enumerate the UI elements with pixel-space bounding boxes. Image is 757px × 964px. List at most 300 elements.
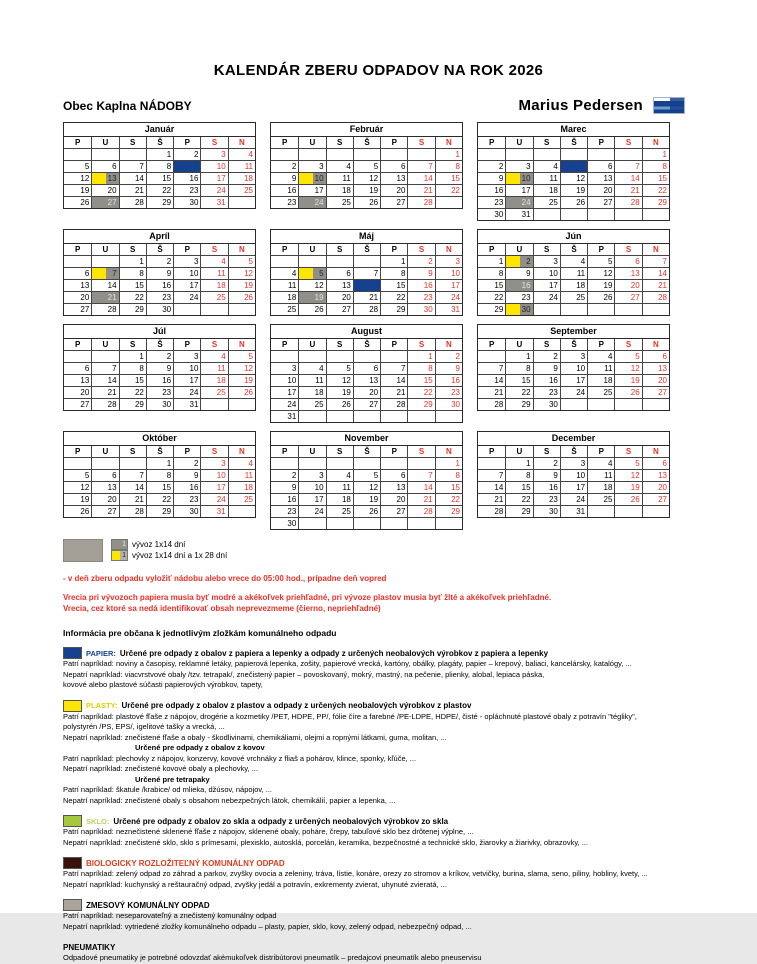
day-cell: 7 (91, 362, 118, 374)
day-cell: 18 (228, 172, 255, 184)
day-cell: 15 (119, 279, 146, 291)
empty-cell (326, 457, 353, 469)
day-cell: 17 (435, 279, 462, 291)
day-header: N (435, 137, 462, 148)
day-cell: 30 (146, 303, 173, 315)
empty-cell (200, 398, 227, 410)
day-cell: 13 (642, 362, 669, 374)
day-cell: 21 (478, 493, 505, 505)
day-cell: 29 (380, 303, 407, 315)
day-cell-mixed: 24 (505, 196, 532, 208)
day-cell: 17 (173, 374, 200, 386)
day-header: S (614, 244, 641, 255)
day-cell: 20 (91, 493, 118, 505)
empty-cell (478, 148, 505, 160)
day-cell: 29 (478, 303, 505, 315)
day-cell: 7 (478, 469, 505, 481)
day-cell: 15 (407, 374, 434, 386)
month-grid (271, 137, 462, 208)
day-cell-mixed: 27 (91, 196, 118, 208)
empty-cell (642, 303, 669, 315)
empty-cell (326, 517, 353, 529)
day-cell: 24 (298, 505, 325, 517)
empty-cell (119, 148, 146, 160)
day-header: P (587, 137, 614, 148)
day-cell: 30 (533, 505, 560, 517)
day-cell: 3 (533, 255, 560, 267)
day-cell: 10 (173, 267, 200, 279)
day-cell: 8 (435, 469, 462, 481)
day-cell: 17 (200, 481, 227, 493)
day-cell: 18 (533, 184, 560, 196)
empty-cell (271, 255, 298, 267)
section-text-line: Nepatrí napríklad: viacvrstvové obaly /tzv. tetrapak/, znečistený papier – povoskovaný, mokrý, mastný, na pečenie, plienky, alobal, lepiaca páska, (63, 669, 545, 679)
day-cell: 7 (119, 469, 146, 481)
day-cell: 26 (228, 291, 255, 303)
day-cell: 25 (533, 196, 560, 208)
day-cell: 13 (614, 267, 641, 279)
day-cell: 21 (119, 184, 146, 196)
day-cell: 16 (435, 374, 462, 386)
day-cell: 12 (560, 172, 587, 184)
section-text-line: Nepatrí napríklad: kuchynský a reštauračný odpad, zvyšky jedál a potravín, exkrementy zvierat, uhynuté zvieratá, ... (63, 879, 447, 889)
month-title: December (478, 432, 669, 446)
day-cell: 4 (587, 350, 614, 362)
legend-items (111, 539, 227, 561)
day-cell: 17 (298, 493, 325, 505)
day-cell: 1 (119, 350, 146, 362)
day-cell: 13 (91, 481, 118, 493)
day-cell: 1 (146, 457, 173, 469)
empty-cell (298, 148, 325, 160)
empty-cell (353, 517, 380, 529)
empty-cell (587, 208, 614, 220)
day-cell: 27 (380, 505, 407, 517)
day-cell-paper: 5 (560, 160, 587, 172)
empty-cell (380, 457, 407, 469)
info-heading: Informácia pre občana k jednotlivým zložkám komunálneho odpadu (63, 628, 337, 638)
day-cell: 28 (380, 398, 407, 410)
day-header: P (587, 339, 614, 350)
day-header: P (173, 446, 200, 457)
day-cell: 14 (407, 172, 434, 184)
empty-cell (505, 148, 532, 160)
day-cell: 4 (326, 160, 353, 172)
day-cell: 17 (533, 279, 560, 291)
day-cell: 27 (326, 303, 353, 315)
day-cell: 7 (642, 255, 669, 267)
day-cell: 20 (642, 481, 669, 493)
day-cell: 24 (560, 493, 587, 505)
legend-item-label: vývoz 1x14 dní a 1x 28 dní (132, 551, 228, 560)
day-cell: 11 (200, 267, 227, 279)
day-header: Š (560, 339, 587, 350)
day-header: P (488, 138, 495, 147)
day-cell: 20 (380, 184, 407, 196)
empty-cell (353, 457, 380, 469)
day-cell: 28 (478, 505, 505, 517)
day-header: N (228, 446, 255, 457)
day-header: P (281, 245, 288, 254)
day-cell: 5 (353, 469, 380, 481)
day-header: P (173, 137, 200, 148)
empty-cell (407, 148, 434, 160)
day-cell: 24 (533, 291, 560, 303)
day-cell-plastic_mixed: 7 (91, 267, 118, 279)
empty-cell (353, 410, 380, 422)
day-cell: 18 (228, 481, 255, 493)
day-header: P (380, 446, 407, 457)
empty-cell (380, 148, 407, 160)
day-header: S (614, 339, 641, 350)
day-cell: 3 (560, 457, 587, 469)
empty-cell (407, 457, 434, 469)
section-sklo (63, 815, 753, 848)
day-cell-paper: 9 (173, 160, 200, 172)
section-text-line: Patrí napríklad: škatule /krabice/ od mlieka, džúsov, nápojov, ... (63, 785, 272, 794)
day-cell: 12 (228, 362, 255, 374)
day-header: N (642, 244, 669, 255)
section-text-line: Nepatrí napríklad: znečistené kovové obaly a plechovky, ... (63, 764, 258, 773)
day-cell: 14 (642, 267, 669, 279)
day-cell: 3 (200, 148, 227, 160)
day-cell: 8 (505, 362, 532, 374)
day-cell: 26 (587, 291, 614, 303)
day-cell: 16 (533, 481, 560, 493)
day-cell: 14 (380, 374, 407, 386)
day-cell: 6 (91, 160, 118, 172)
month-grid (478, 446, 669, 517)
day-cell: 22 (146, 184, 173, 196)
empty-cell (326, 410, 353, 422)
day-header: S (533, 446, 560, 457)
day-header: S (200, 137, 227, 148)
day-cell: 6 (380, 160, 407, 172)
day-cell: 28 (91, 303, 118, 315)
day-header: S (407, 339, 434, 350)
day-header: N (435, 339, 462, 350)
day-cell: 22 (435, 184, 462, 196)
day-cell: 20 (64, 386, 91, 398)
day-cell: 13 (642, 469, 669, 481)
day-cell: 24 (173, 291, 200, 303)
day-cell: 6 (380, 469, 407, 481)
empty-cell (478, 350, 505, 362)
day-cell: 23 (173, 493, 200, 505)
day-cell: 11 (587, 362, 614, 374)
section-bio (63, 857, 753, 890)
empty-cell (614, 303, 641, 315)
day-cell: 29 (642, 196, 669, 208)
section-title: Určené pre odpady z obalov z plastov a odpady z určených neobalových výrobkov z plastov (121, 701, 472, 710)
empty-cell (64, 350, 91, 362)
plasty-swatch-icon (63, 700, 82, 712)
day-cell: 5 (614, 350, 641, 362)
day-cell: 21 (380, 386, 407, 398)
day-header: Š (560, 446, 587, 457)
empty-cell (587, 398, 614, 410)
empty-cell (533, 303, 560, 315)
empty-cell (353, 255, 380, 267)
day-cell: 7 (119, 160, 146, 172)
empty-cell (407, 410, 434, 422)
month-grid (64, 446, 255, 517)
day-header: Š (353, 446, 380, 457)
day-cell: 20 (64, 291, 91, 303)
day-cell: 10 (200, 469, 227, 481)
day-cell: 19 (614, 481, 641, 493)
day-cell: 23 (435, 386, 462, 398)
day-cell: 25 (228, 493, 255, 505)
day-cell: 7 (380, 362, 407, 374)
month-september (477, 324, 670, 411)
day-cell: 6 (642, 350, 669, 362)
legend-marker-icon: 1 (111, 550, 128, 561)
day-cell: 11 (533, 172, 560, 184)
day-cell: 2 (271, 160, 298, 172)
day-cell: 4 (200, 350, 227, 362)
waste-sections (63, 647, 753, 964)
day-cell: 6 (64, 267, 91, 279)
day-header: U (91, 339, 118, 350)
day-cell: 13 (353, 374, 380, 386)
empty-cell (326, 350, 353, 362)
day-cell: 15 (435, 172, 462, 184)
day-cell: 21 (119, 493, 146, 505)
day-cell: 13 (380, 481, 407, 493)
section-title: PNEUMATIKY (63, 942, 116, 952)
day-cell: 31 (435, 303, 462, 315)
empty-cell (91, 255, 118, 267)
day-cell: 28 (478, 398, 505, 410)
month-grid (271, 244, 462, 315)
day-cell: 16 (533, 374, 560, 386)
empty-cell (407, 517, 434, 529)
day-cell-plastic_mixed: 10 (505, 172, 532, 184)
day-cell: 14 (91, 279, 118, 291)
day-cell: 8 (380, 267, 407, 279)
day-cell: 3 (200, 457, 227, 469)
empty-cell (326, 255, 353, 267)
day-cell: 9 (478, 172, 505, 184)
empty-cell (587, 303, 614, 315)
section-text-line: Určené pre tetrapaky (135, 774, 210, 784)
day-cell: 9 (146, 267, 173, 279)
day-cell: 29 (146, 196, 173, 208)
day-cell: 10 (533, 267, 560, 279)
day-cell: 23 (271, 196, 298, 208)
empty-cell (298, 255, 325, 267)
day-cell: 25 (587, 493, 614, 505)
day-cell-plastic_mixed: 30 (505, 303, 532, 315)
day-cell: 12 (64, 172, 91, 184)
day-header: S (119, 446, 146, 457)
day-cell: 28 (91, 398, 118, 410)
brand (518, 97, 685, 114)
month-december (477, 431, 670, 518)
zmesovy-swatch-icon (63, 899, 82, 911)
month-jún (477, 229, 670, 316)
month-grid (64, 137, 255, 208)
empty-cell (91, 350, 118, 362)
day-cell: 8 (478, 267, 505, 279)
day-cell: 6 (353, 362, 380, 374)
empty-cell (200, 303, 227, 315)
day-cell: 2 (173, 148, 200, 160)
day-cell: 26 (64, 196, 91, 208)
day-cell: 4 (587, 457, 614, 469)
day-cell: 1 (407, 350, 434, 362)
day-cell: 27 (64, 303, 91, 315)
day-header: P (281, 340, 288, 349)
sklo-swatch-icon (63, 815, 82, 827)
day-cell: 11 (228, 160, 255, 172)
day-cell: 3 (298, 469, 325, 481)
day-cell: 6 (91, 469, 118, 481)
empty-cell (228, 505, 255, 517)
day-cell: 18 (560, 279, 587, 291)
months-grid (63, 122, 757, 530)
day-cell: 6 (326, 267, 353, 279)
day-cell: 28 (119, 196, 146, 208)
section-text-line: kovové alebo plastové súčasti papierových výrobkov, tapety, (63, 680, 263, 689)
day-cell: 8 (146, 160, 173, 172)
subheader (63, 97, 685, 114)
day-header: P (380, 244, 407, 255)
day-cell: 23 (146, 386, 173, 398)
day-cell: 21 (353, 291, 380, 303)
day-cell: 16 (407, 279, 434, 291)
day-cell: 31 (505, 208, 532, 220)
section-title: Určené pre odpady z obalov z papiera a lepenky a odpady z určených neobalových výrobkov z papiera a lepenky (119, 648, 549, 658)
legend-gray-swatch-icon (63, 539, 103, 562)
section-title: ZMESOVÝ KOMUNÁLNY ODPAD (86, 900, 210, 910)
day-cell: 26 (353, 196, 380, 208)
day-cell: 2 (173, 457, 200, 469)
day-header: Š (560, 244, 587, 255)
day-cell: 16 (271, 184, 298, 196)
empty-cell (587, 148, 614, 160)
day-cell: 22 (380, 291, 407, 303)
day-cell: 4 (326, 469, 353, 481)
month-grid (271, 446, 462, 529)
day-cell: 6 (614, 255, 641, 267)
day-header: U (298, 446, 325, 457)
day-cell: 27 (642, 493, 669, 505)
day-cell: 30 (173, 505, 200, 517)
day-cell: 10 (560, 469, 587, 481)
day-header: P (587, 244, 614, 255)
month-grid (478, 137, 669, 220)
marius-pedersen-logo-icon (653, 97, 685, 114)
section-heading (63, 647, 753, 659)
section-text-line: Patrí napríklad: noviny a časopisy, reklamné letáky, papierová lepenka, zošity, papierové vrecká, kartóny, obálky, plagáty, papier – krepový, baliaci, kancelársky, katalógy, ... (63, 659, 632, 668)
day-cell: 12 (298, 279, 325, 291)
day-header: P (488, 340, 495, 349)
day-cell: 27 (587, 196, 614, 208)
day-header: Š (560, 137, 587, 148)
section-label: PAPIER: (86, 648, 116, 658)
day-cell: 15 (478, 279, 505, 291)
day-cell: 11 (298, 374, 325, 386)
day-cell: 3 (173, 350, 200, 362)
day-cell: 21 (407, 184, 434, 196)
day-cell: 23 (407, 291, 434, 303)
day-cell: 15 (505, 374, 532, 386)
month-title: Február (271, 123, 462, 137)
day-cell: 23 (533, 386, 560, 398)
day-header: S (119, 137, 146, 148)
day-cell: 12 (614, 362, 641, 374)
day-cell: 18 (587, 481, 614, 493)
day-cell: 30 (435, 398, 462, 410)
day-cell: 15 (642, 172, 669, 184)
day-header: U (91, 137, 118, 148)
day-header: U (505, 339, 532, 350)
day-cell: 29 (119, 303, 146, 315)
day-cell: 10 (271, 374, 298, 386)
day-header: S (326, 339, 353, 350)
day-cell: 7 (407, 160, 434, 172)
empty-cell (173, 303, 200, 315)
day-cell: 4 (271, 267, 298, 279)
day-cell: 11 (587, 469, 614, 481)
day-cell: 5 (587, 255, 614, 267)
day-header: P (488, 447, 495, 456)
section-text-line: Nepatrí napríklad: vytriedené zložky komunálneho odpadu – plasty, papier, sklo, kovy, zelený odpad, nebezpečný odpad, ... (63, 921, 472, 931)
day-cell: 31 (560, 505, 587, 517)
day-cell: 12 (353, 481, 380, 493)
day-cell: 5 (64, 469, 91, 481)
day-header: S (407, 137, 434, 148)
section-text-line: Určené pre odpady z obalov z kovov (135, 743, 265, 752)
day-cell: 25 (298, 398, 325, 410)
day-header: P (281, 447, 288, 456)
day-cell: 17 (271, 386, 298, 398)
month-marec (477, 122, 670, 221)
month-title: Máj (271, 230, 462, 244)
month-title: August (271, 325, 462, 339)
day-cell: 24 (173, 386, 200, 398)
section-label: SKLO: (86, 816, 110, 826)
day-cell: 18 (298, 386, 325, 398)
legend-item-label: vývoz 1x14 dní (132, 540, 186, 549)
day-cell: 9 (146, 362, 173, 374)
empty-cell (271, 350, 298, 362)
day-cell: 24 (435, 291, 462, 303)
day-cell: 19 (64, 184, 91, 196)
day-cell: 21 (614, 184, 641, 196)
day-cell: 17 (560, 374, 587, 386)
day-cell: 18 (326, 493, 353, 505)
day-cell: 9 (271, 481, 298, 493)
day-cell: 1 (435, 148, 462, 160)
empty-cell (435, 517, 462, 529)
day-cell: 22 (478, 291, 505, 303)
day-cell: 19 (228, 374, 255, 386)
day-cell: 30 (407, 303, 434, 315)
empty-cell (642, 398, 669, 410)
day-cell-plastic_mixed: 13 (91, 172, 118, 184)
day-cell: 8 (407, 362, 434, 374)
day-cell: 11 (200, 362, 227, 374)
day-cell: 9 (533, 362, 560, 374)
day-cell: 11 (560, 267, 587, 279)
papier-swatch-icon (63, 647, 82, 659)
day-header: N (642, 446, 669, 457)
day-cell: 19 (587, 279, 614, 291)
section-text-line: Patrí napríklad: plastové fľaše z nápojov, drogérie a kozmetiky /PET, HDPE, PP/, fólie číre a farebné /PE-LDPE, HDPE/, čisté - opláchnuté plastové obaly z potravín "tégliky", (63, 711, 637, 721)
